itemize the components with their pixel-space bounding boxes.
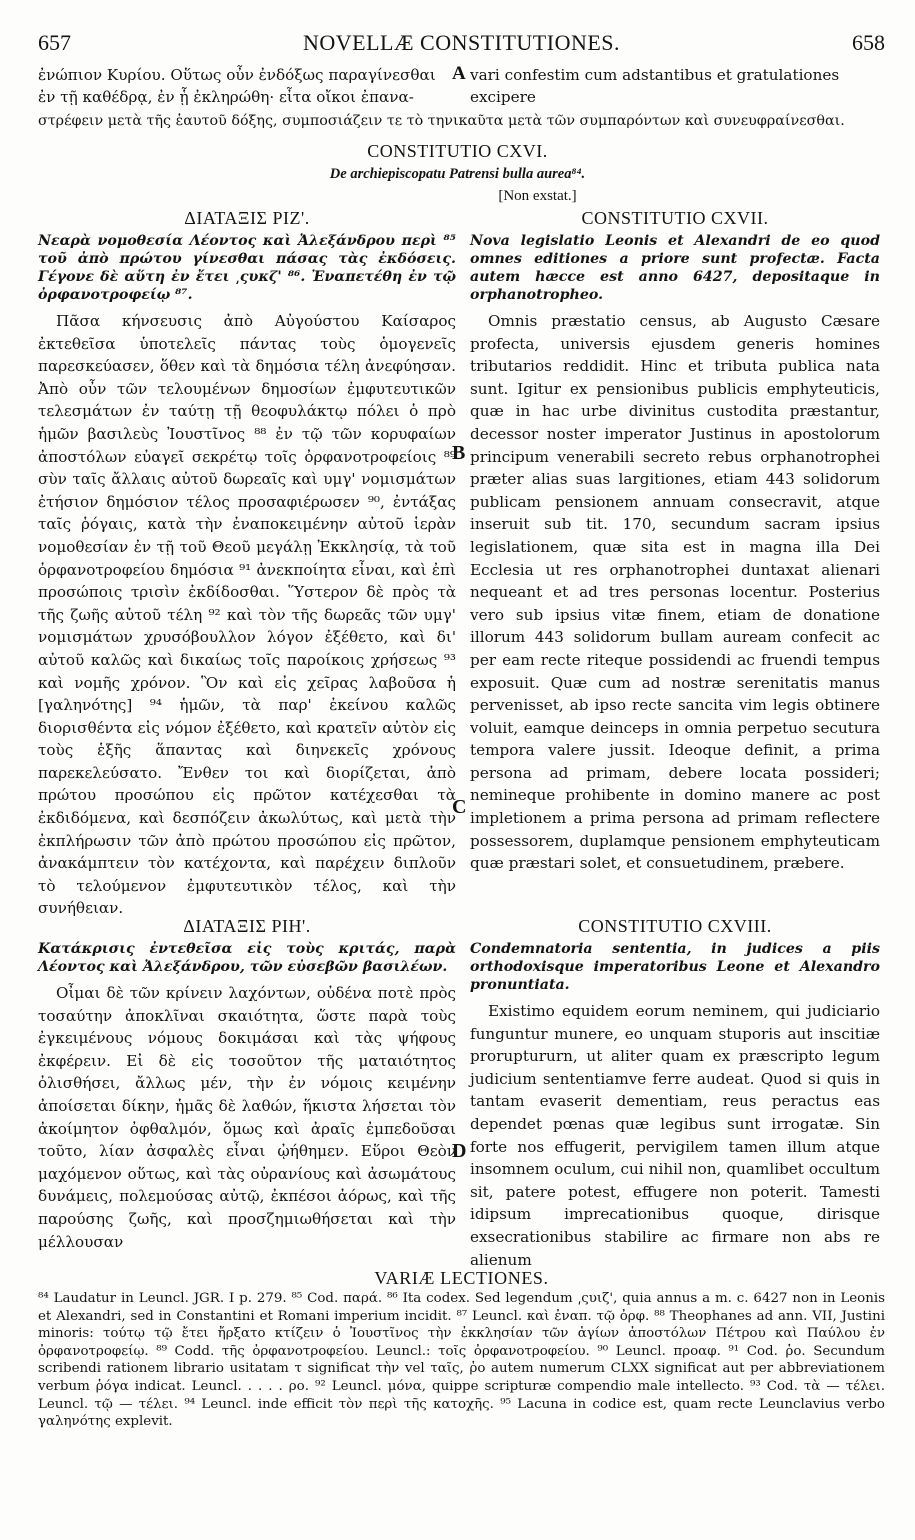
page-number-left: 657 (38, 30, 71, 55)
running-header (38, 30, 885, 60)
non-exstat-note: [Non exstat.] (498, 188, 577, 204)
preamble-greek-3: στρέφειν μετὰ τῆς ἑαυτοῦ δόξης, συμποσιάζειν τε τὸ τηνικαῦτα μετὰ τῶν συμπαρόντων καὶ συνευφραίνεσθαι. (38, 113, 845, 129)
margin-letter-b: B (452, 442, 466, 464)
variae-lectiones (38, 1266, 885, 1431)
variae-lectiones-text: ⁸⁴ Laudatur in Leuncl. JGR. I p. 279. ⁸⁵ Cod. παρά. ⁸⁶ Ita codex. Sed legendum ͵ςυιζ', quia annus a m. c. 6427 non in Leonis et Alexandri, sed in Constantini et Romani imperium incidit. ⁸⁷ Leuncl. καὶ ἐναπ. τῷ ὀρφ. ⁸⁸ Theophanes ad ann. VII, Justini minoris: τούτῳ τῷ ἔτει ἤρξατο κτίζειν ὁ Ἰουστῖνος τὴν ἐκκλησίαν τῶν ἁγίων ἀποστόλων Πέτρου καὶ Παύλου ἐν ὀρφανοτροφείῳ. ⁸⁹ Codd. τῆς ὀρφανοτροφείου. Leuncl.: τοῖς ὀρφανοτροφείου. ⁹⁰ Leuncl. προαφ. ⁹¹ Cod. ῥο. Secundum scribendi rationem librario usitatam τ significat τὴν vel ταῖς, ῥο autem numerum CLXX significat aut per abbreviationem verbum ῥόγα indicat. Leuncl. . . . . ρο. ⁹² Leuncl. μόνα, quippe scripturæ compendio male intellecto. ⁹³ Cod. τὰ — τέλει. Leuncl. τῷ — τέλει. ⁹⁴ Leuncl. inde efficit τὸν περὶ τῆς κατοχῆς. ⁹⁵ Lacuna in codice est, quam recte Leunclavius verbo γαληνότης explevit. (38, 1291, 885, 1430)
greek-column-117 (38, 206, 456, 920)
greek-column-118 (38, 914, 456, 1253)
margin-letter-d: D (452, 1140, 467, 1162)
preamble-greek-2: ἐν τῇ καθέδρᾳ, ἐν ᾗ ἐκληρώθη· εἶτα οἴκοι ἐπανα- (38, 88, 414, 106)
latin-column-118 (470, 914, 880, 1271)
heading-constitutio-116: CONSTITUTIO CXVI. (367, 141, 548, 161)
latin-heading-118: CONSTITUTIO CXVIII. (578, 916, 772, 936)
page-title: NOVELLÆ CONSTITUTIONES. (302, 30, 621, 55)
preamble-latin-2: excipere (470, 88, 536, 106)
preamble-line-1 (38, 64, 436, 86)
latin-text-118: Existimo equidem eorum neminem, qui judiciario funguntur munere, eo unquam stuporis aut inscitiæ proruptururn, ut aliter quam ex præscripto legum judicium sententiamve ferre audeat. Quod si quis in tantam evaserit dementiam, reus peractus eas dependet pœnas quæ legibus sunt irrogatæ. Sin forte nos effugerit, pervigilem tamen illum atque insomnem oculum, cui nihil non, quamlibet occultum sit, patere potest, effugere non poterit. Tamesti idipsum imprecationibus quoque, dirisque exsecrationibus stabilire ac firmare non abs re alienum (470, 1002, 880, 1269)
latin-heading-117: CONSTITUTIO CXVII. (581, 208, 769, 228)
latin-text-117: Omnis præstatio census, ab Augusto Cæsare profecta, universis ejusdem generis homines tributarios reddidit. Hinc et tributa publica nata sunt. Igitur ex pensionibus publicis emphyteuticis, quæ in hac urbe divinitus custodita præstantur, decessor noster imperator Justinus in apostolorum principum venerabili secreto rebus orphanotrophei præter alias suas largitiones, etiam 443 solidorum publicam pensionem annuam consecravit, atque inseruit sub tit. 170, secundum sacram ipsius legislationem, quæ sita est in magna illa Dei Ecclesia ut res orphanotrophei duntaxat alienari nequeant et ad tres personas locentur. Posterius vero sub ipsius vitæ finem, etiam de donatione illorum 443 solidorum bullam auream confecit ac per eam recte riteque possidendi ac fruendi tempus exposuit. Quæ cum ad nostræ serenitatis manus pervenisset, ab ipso recte sancita vim legis obtinere voluit, eamque deinceps in omnia perpetuo secutura tempora valere jussit. Ideoque definit, a prima persona ad primam, debere locata possideri; nemineque prohibente in domino manere ac post impletionem a prima persona ad primam reflectere possessorem, duplamque pensionem emphyteuticam quæ præstari solet, et consuetudinem, præbere. (470, 312, 880, 873)
page-number-right: 658 (852, 30, 885, 55)
margin-letter-c: C (452, 796, 467, 818)
preamble-greek-1: ἐνώπιον Κυρίου. Οὕτως οὖν ἐνδόξως παραγίνεσθαι (38, 66, 436, 84)
margin-letter-a: A (452, 63, 466, 84)
greek-text-118: Οἶμαι δὲ τῶν κρίνειν λαχόντων, οὐδένα ποτὲ πρὸς τοσαύτην ἀποκλῖναι σκαιότητα, ὥστε παρὰ τοὺς ἐγκειμένους νόμους δοκιμάσαι καὶ τὰς ψήφους ἐκφέρειν. Εἰ δὲ εἰς τοσοῦτον τῆς ματαιότητος ὀλισθήσει, ἄλλως μέν, τὴν ἐν νόμοις κειμένην ἀποίσεται δίκην, ἡμᾶς δὲ λαθών, ἥκιστα λήσεται τὸν ἀκοίμητον ὀφθαλμόν, ὅμως καὶ ἀραῖς ἐμπεδοῦσαι τοῦτο, λίαν ἀσφαλὲς εἶναι ᾠήθημεν. Εὕροι Θεὸν μαχόμενον οὕτως, καὶ τὰς οὐρανίους καὶ ἀσωμάτους δυνάμεις, πολεμούσας αὐτῷ, ἐκπέσοι ἀόρως, καὶ τῆς παρούσης ζωῆς, καὶ προσζημιωθήσεται καὶ τὴν μέλλουσαν (38, 984, 456, 1251)
preamble-latin-1: vari confestim cum adstantibus et gratulationes (470, 66, 840, 84)
greek-heading-117: ΔΙΑΤΑΞΙΣ ΡΙΖ'. (184, 208, 310, 228)
variae-lectiones-heading: VARIÆ LECTIONES. (374, 1268, 549, 1288)
greek-subtitle-117: Νεαρὰ νομοθεσία Λέοντος καὶ Ἀλεξάνδρου περὶ ⁸⁵ τοῦ ἀπὸ πρώτου γίνεσθαι πάσας τὰς ἐκδόσεις. Γέγονε δὲ αὕτη ἐν ἔτει ͵ςυκζ' ⁸⁶. Ἐναπετέθη ἐν τῷ ὀρφανοτροφείῳ ⁸⁷. (38, 233, 456, 303)
latin-subtitle-118: Condemnatoria sententia, in judices a piis orthodoxisque imperatoribus Leone et Alexandro pronuntiata. (470, 941, 880, 993)
greek-subtitle-118: Κατάκρισις ἐντεθεῖσα εἰς τοὺς κριτάς, παρὰ Λέοντος καὶ Ἀλεξάνδρου, τῶν εὐσεβῶν βασιλέων. (38, 941, 456, 975)
greek-text-117: Πᾶσα κήνσευσις ἀπὸ Αὐγούστου Καίσαρος ἐκτεθεῖσα ὑποτελεῖς πάντας τοὺς ὁμογενεῖς παρεσκεύασεν, ὅθεν καὶ τὰ δημόσια τέλη ἀνεφύησαν. Ἀπὸ οὖν τῶν τελουμένων δημοσίων ἐμφυτευτικῶν τελεσμάτων ἐν ταύτῃ τῇ θεοφυλάκτῳ πόλει ὁ πρὸ ἡμῶν βασιλεὺς Ἰουστῖνος ⁸⁸ ἐν τῷ τῶν κορυφαίων ἀποστόλων εὐαγεῖ σεκρέτῳ τοῖς ὀρφανοτροφείοις ⁸⁹ σὺν ταῖς ἄλλαις αὐτοῦ δωρεαῖς καὶ υμγ' νομισμάτων ἐτήσιον δημόσιον τέλος προσαφιέρωσεν ⁹⁰, ἐντάξας ταῖς ῥόγαις, κατὰ τὴν ἐναποκειμένην αὐτοῦ ἱερὰν νομοθεσίαν ἐν τῇ τοῦ Θεοῦ μεγάλῃ Ἐκκλησίᾳ, τὰ τοῦ ὀρφανοτροφείου δημόσια ⁹¹ ἀνεκποίητα εἶναι, καὶ ἐπὶ προσώποις τρισὶν ἐκδίδοσθαι. Ὕστερον δὲ πρὸς τὰ τῆς ζωῆς αὐτοῦ τέλη ⁹² καὶ τὸν τῆς δωρεᾶς τῶν υμγ' νομισμάτων χρυσόβουλλον λόγον ἐξέθετο, καὶ δι' αὐτοῦ καλῶς καὶ δικαίως τοῖς παροίκοις χρήσεως ⁹³ καὶ νομῆς χρόνον. Ὃν καὶ εἰς χεῖρας λαβοῦσα ἡ [γαληνότης] ⁹⁴ ἡμῶν, τὰ παρ' ἐκείνου καλῶς διορισθέντα εἰς νόμον ἐξέθετο, καὶ κρατεῖν αὐτὸν εἰς τοὺς ἑξῆς ἅπαντας καὶ διηνεκεῖς χρόνους παρεκελεύσατο. Ἔνθεν τοι καὶ διορίζεται, ἀπὸ πρώτου προσώπου εἰς πρῶτον κατέχεσθαι τὰ ἐκδιδόμενα, καὶ δεσπόζειν ἀκωλύτως, καὶ μετὰ τὴν ἐκπλήρωσιν τῶν ἀπὸ πρώτου προσώπου εἰς πρῶτον, ἀνακάμπτειν τὸν κατέχοντα, καὶ παρέχειν διπλοῦν τὸ τελούμενον ἐμφυτευτικὸν τέλος, καὶ τὴν συνήθειαν. (38, 312, 456, 918)
subtitle-constitutio-116: De archiepiscopatu Patrensi bulla aurea⁸⁴. (329, 166, 586, 182)
latin-subtitle-117: Nova legislatio Leonis et Alexandri de eo quod omnes editiones a priore sunt profectæ. Facta autem hæcce est anno 6427, depositaque in orphanotropheo. (470, 233, 880, 303)
greek-heading-118: ΔΙΑΤΑΞΙΣ ΡΙΗ'. (183, 916, 311, 936)
latin-column-117 (470, 206, 880, 875)
